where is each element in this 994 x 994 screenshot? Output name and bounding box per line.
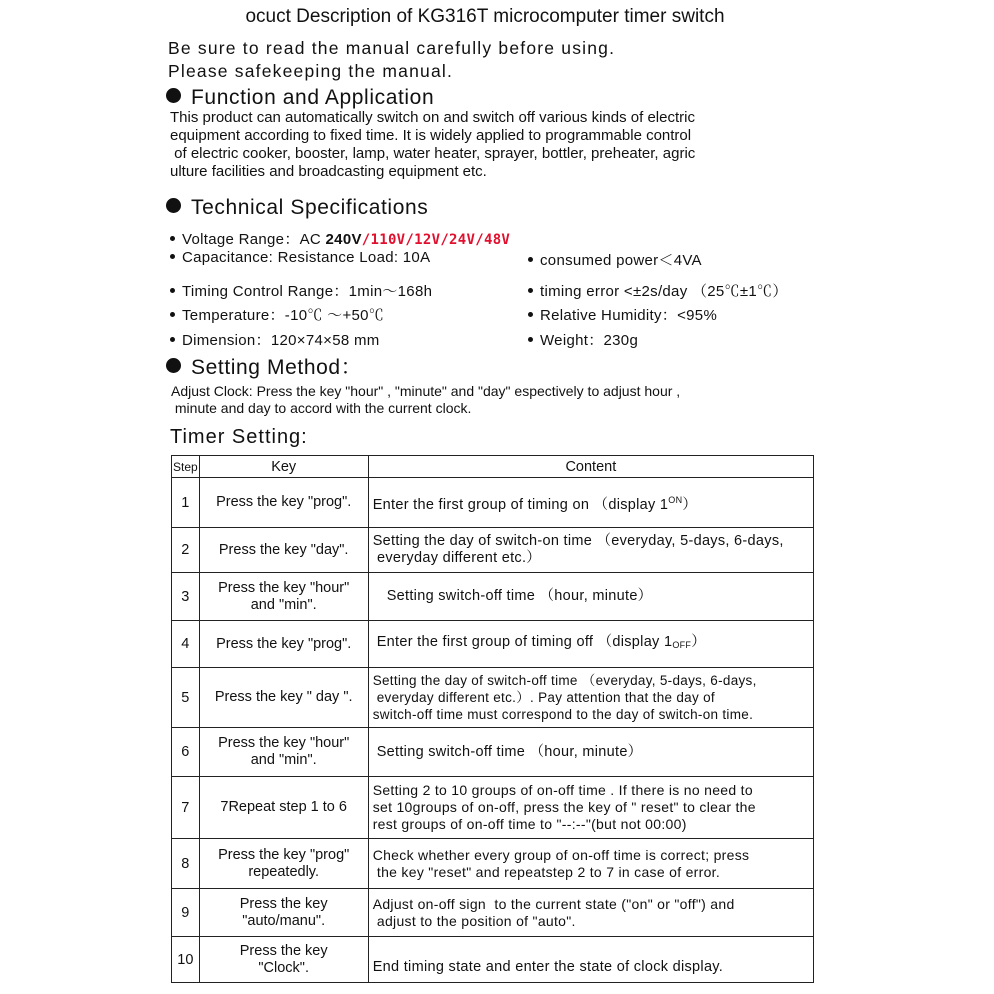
power-text: consumed power＜4VA xyxy=(540,252,702,269)
display-off-sub: OFF xyxy=(672,640,692,650)
table-row xyxy=(172,478,814,528)
technical-heading xyxy=(166,196,428,220)
bullet-icon xyxy=(166,88,181,103)
key-cell: 7Repeat step 1 to 6 xyxy=(199,777,368,839)
key-cell: Press the key "auto/manu". xyxy=(199,889,368,937)
step-number: 6 xyxy=(172,728,200,777)
step-number: 9 xyxy=(172,889,200,937)
bullet-icon xyxy=(170,337,175,342)
content-cell: Setting 2 to 10 groups of on-off time . If there is no need to set 10groups of on-off, press the key of " reset" to clear the rest groups of on-off time to "--:--"(but not 00:00) xyxy=(368,777,813,839)
weight-text: Weight：230g xyxy=(540,332,639,349)
adjust-clock-paragraph: Adjust Clock: Press the key "hour" , "minute" and "day" espectively to adjust hour , minute and day to accord with the current clock. xyxy=(171,383,681,416)
function-paragraph: This product can automatically switch on and switch off various kinds of electric equipment according to fixed time. It is widely applied to programmable control of electric cooker, booster, lamp, water heater, sprayer, bottler, preheater, agric ulture facilities and broadcasting equipment etc. xyxy=(170,109,696,180)
temperature-text: Temperature：-10℃ ～+50℃ xyxy=(182,307,385,324)
spec-temperature xyxy=(170,304,384,325)
key-cell: Press the key "hour" and "min". xyxy=(199,573,368,621)
bullet-icon xyxy=(166,358,181,373)
step-number: 8 xyxy=(172,839,200,889)
bullet-icon xyxy=(170,236,175,241)
content-cell: Setting switch-off time （hour, minute） xyxy=(368,728,813,777)
key-cell: Press the key " day ". xyxy=(199,668,368,728)
table-row xyxy=(172,937,814,983)
dimension-text: Dimension：120×74×58 mm xyxy=(182,332,380,349)
bullet-icon xyxy=(170,288,175,293)
document-title: ocuct Description of KG316T microcomputer timer switch xyxy=(245,6,725,27)
step-number: 5 xyxy=(172,668,200,728)
content-cell: Adjust on-off sign to the current state ("on" or "off") and adjust to the position of "auto". xyxy=(368,889,813,937)
key-cell: Press the key "prog" repeatedly. xyxy=(199,839,368,889)
content-cell: End timing state and enter the state of clock display. xyxy=(368,937,813,983)
content-cell: Setting the day of switch-off time （everyday, 5-days, 6-days, everyday different etc.）. Pay attention that the day of switch-off time must correspond to the day of switch-on time. xyxy=(368,668,813,728)
content-text: Enter the first group of timing on （display 1 xyxy=(372,496,669,513)
spec-timing-error xyxy=(528,280,788,301)
content-tail: ） xyxy=(682,496,698,513)
timer-setting-heading: Timer Setting: xyxy=(170,426,308,448)
spec-capacitance xyxy=(170,249,430,266)
key-cell: Press the key "Clock". xyxy=(199,937,368,983)
bullet-icon xyxy=(528,337,533,342)
setting-heading xyxy=(166,351,362,381)
content-text: Enter the first group of timing off （display 1 xyxy=(376,634,673,650)
spec-power xyxy=(528,249,702,270)
step-number: 1 xyxy=(172,478,200,528)
table-row xyxy=(172,777,814,839)
content-cell: Setting switch-off time （hour, minute） xyxy=(368,573,813,621)
key-cell: Press the key "day". xyxy=(199,528,368,573)
table-row xyxy=(172,668,814,728)
content-cell xyxy=(368,478,813,528)
setting-heading-text: Setting Method： xyxy=(191,356,363,379)
spec-weight xyxy=(528,329,638,350)
spec-humidity xyxy=(528,304,717,325)
step-number: 10 xyxy=(172,937,200,983)
display-on-sup: ON xyxy=(668,494,683,505)
content-cell: Setting the day of switch-on time （everyday, 5-days, 6-days, everyday different etc.） xyxy=(368,528,813,573)
technical-heading-text: Technical Specifications xyxy=(191,196,429,219)
table-row xyxy=(172,728,814,777)
safekeeping-note: Please safekeeping the manual. xyxy=(168,61,454,81)
table-row xyxy=(172,573,814,621)
read-manual-note: Be sure to read the manual carefully before using. xyxy=(168,38,616,58)
header-step: Step xyxy=(172,456,200,478)
table-row xyxy=(172,839,814,889)
step-number: 4 xyxy=(172,621,200,668)
step-number: 2 xyxy=(172,528,200,573)
table-header-row xyxy=(172,456,814,478)
spec-timing-range xyxy=(170,280,432,301)
table-row xyxy=(172,621,814,668)
table-row xyxy=(172,889,814,937)
bullet-icon xyxy=(170,312,175,317)
header-content: Content xyxy=(368,456,813,478)
bullet-icon xyxy=(170,254,175,259)
content-tail: ） xyxy=(691,634,707,650)
function-heading xyxy=(166,86,434,110)
step-number: 7 xyxy=(172,777,200,839)
function-heading-text: Function and Application xyxy=(191,86,435,109)
key-cell: Press the key "prog". xyxy=(199,478,368,528)
bullet-icon xyxy=(528,288,533,293)
capacitance-text: Capacitance: Resistance Load: 10A xyxy=(182,249,431,266)
content-cell: Check whether every group of on-off time is correct; press the key "reset" and repeatstep 2 to 7 in case of error. xyxy=(368,839,813,889)
key-cell: Press the key "hour" and "min". xyxy=(199,728,368,777)
voltage-label: Voltage Range：AC xyxy=(182,231,322,248)
step-number: 3 xyxy=(172,573,200,621)
bullet-icon xyxy=(528,257,533,262)
voltage-base: 240V xyxy=(325,231,362,248)
timer-setting-table xyxy=(171,455,814,983)
content-cell xyxy=(368,621,813,668)
timing-error-text: timing error <±2s/day （25℃±1℃） xyxy=(540,283,788,300)
header-key: Key xyxy=(199,456,368,478)
spec-dimension xyxy=(170,329,380,350)
table-row xyxy=(172,528,814,573)
key-cell: Press the key "prog". xyxy=(199,621,368,668)
spec-voltage xyxy=(170,228,510,249)
timing-range-text: Timing Control Range：1min～168h xyxy=(182,283,433,300)
humidity-text: Relative Humidity：<95% xyxy=(540,307,718,324)
voltage-options: /110V/12V/24V/48V xyxy=(361,232,511,248)
bullet-icon xyxy=(528,312,533,317)
bullet-icon xyxy=(166,198,181,213)
